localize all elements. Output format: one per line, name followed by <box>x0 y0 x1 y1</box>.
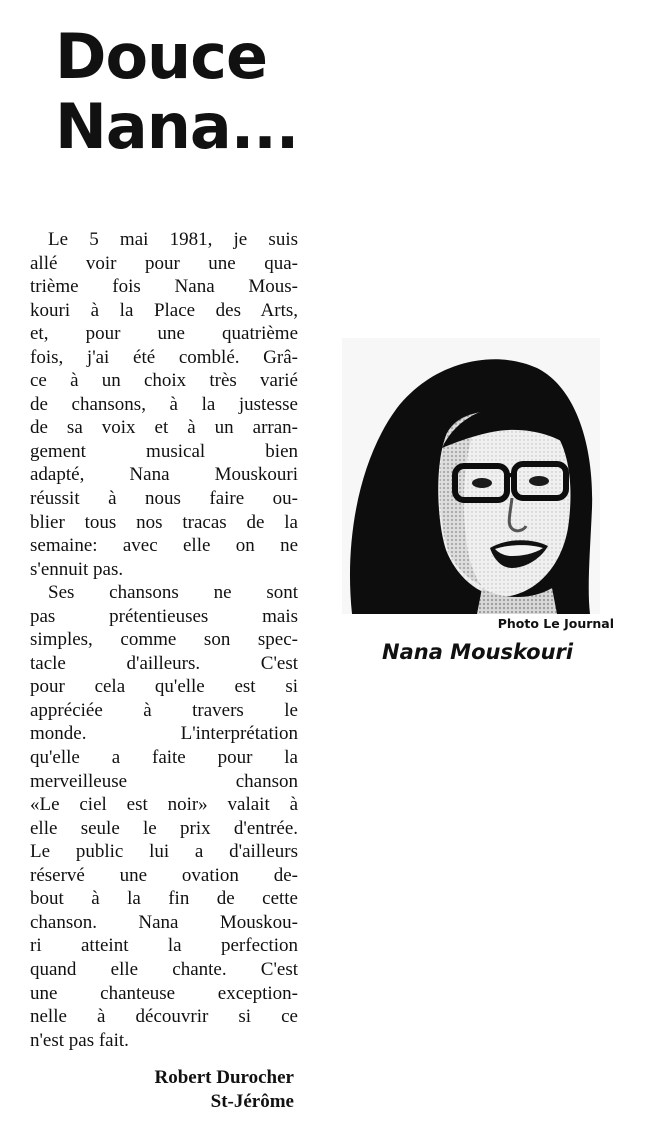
body-line: adapté, Nana Mouskouri <box>30 464 298 486</box>
body-line: kouri à la Place des Arts, <box>30 299 298 321</box>
body-line: fois, j'ai été comblé. Grâ- <box>30 346 298 368</box>
body-line: Ses chansons ne sont <box>48 582 298 604</box>
body-line: bout à la fin de cette <box>30 888 298 910</box>
signature-place: St-Jérôme <box>210 1091 294 1112</box>
photo-credit: Photo Le Journal <box>497 616 614 631</box>
body-line: une chanteuse exception- <box>30 982 298 1004</box>
body-line: pas prétentieuses mais <box>30 605 298 627</box>
article-body <box>30 228 298 1052</box>
body-line: gement musical bien <box>30 440 298 462</box>
body-line: Le public lui a d'ailleurs <box>30 841 298 863</box>
body-line: semaine: avec elle on ne <box>30 535 298 557</box>
body-line: «Le ciel est noir» valait à <box>30 794 298 816</box>
body-line: et, pour une quatrième <box>30 323 298 345</box>
photo-caption-name: Nana Mouskouri <box>382 640 574 664</box>
body-line: allé voir pour une qua- <box>30 252 298 274</box>
body-line: quand elle chante. C'est <box>30 958 298 980</box>
portrait-photo <box>342 338 600 614</box>
body-line: de chansons, à la justesse <box>30 393 298 415</box>
body-line: simples, comme son spec- <box>30 629 298 651</box>
body-line: chanson. Nana Mouskou- <box>30 911 298 933</box>
body-line: ri atteint la perfection <box>30 935 298 957</box>
body-line: elle seule le prix d'entrée. <box>30 817 298 839</box>
body-line: merveilleuse chanson <box>30 770 298 792</box>
body-line: Le 5 mai 1981, je suis <box>48 229 298 250</box>
body-line: n'est pas fait. <box>30 1029 129 1051</box>
signature-name: Robert Durocher <box>154 1067 294 1088</box>
body-line: monde. L'interprétation <box>30 723 298 745</box>
article-title <box>55 22 315 162</box>
title-line-1: Douce <box>55 20 267 93</box>
body-line: s'ennuit pas. <box>30 558 124 580</box>
body-line: ce à un choix très varié <box>30 370 298 392</box>
body-line: trième fois Nana Mous- <box>30 276 298 298</box>
body-line: réussit à nous faire ou- <box>30 488 298 510</box>
portrait-illustration <box>342 338 600 614</box>
body-line: pour cela qu'elle est si <box>30 676 298 698</box>
body-line: de sa voix et à un arran- <box>30 417 298 439</box>
body-line: tacle d'ailleurs. C'est <box>30 652 298 674</box>
body-line: réservé une ovation de- <box>30 864 298 886</box>
title-line-2: Nana... <box>55 90 299 163</box>
body-line: qu'elle a faite pour la <box>30 747 298 769</box>
body-line: nelle à découvrir si ce <box>30 1006 298 1028</box>
signature <box>30 1066 294 1114</box>
body-line: appréciée à travers le <box>30 699 298 721</box>
body-line: blier tous nos tracas de la <box>30 511 298 533</box>
